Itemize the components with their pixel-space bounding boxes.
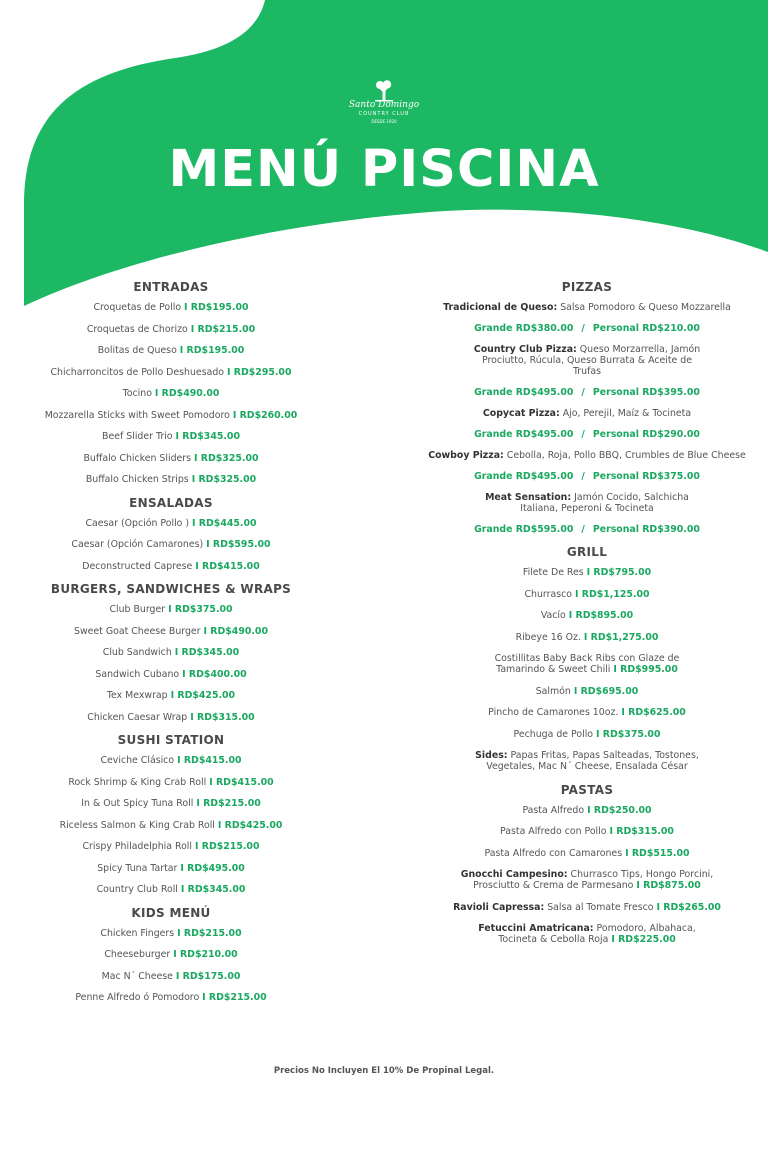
- menu-item: [40, 992, 302, 1003]
- item-name: Beef Slider Trio: [102, 431, 173, 442]
- item-price: I RD$400.00: [182, 668, 247, 680]
- logo-script-text: Santo Domingo: [348, 100, 420, 110]
- item-name: Sandwich Cubano: [95, 668, 180, 680]
- menu-item: [40, 324, 302, 335]
- item-price: I RD$1,125.00: [574, 588, 650, 600]
- item-price: I RD$315.00: [190, 711, 255, 723]
- menu-item: [40, 626, 302, 637]
- logo-club-text: COUNTRY CLUB: [358, 111, 410, 117]
- menu-item: [40, 690, 302, 701]
- pizza-sizes: [410, 471, 764, 482]
- menu-item: [40, 949, 302, 960]
- pasta-name: Fetuccini Amatricana:: [478, 923, 594, 934]
- item-name: Churrasco: [524, 588, 572, 600]
- item-price: I RD$195.00: [179, 345, 245, 356]
- item-name: In & Out Spicy Tuna Roll: [81, 798, 194, 809]
- menu-item: [40, 647, 302, 658]
- item-price: I RD$325.00: [194, 452, 259, 464]
- item-name: Riceless Salmon & King Crab Roll: [59, 819, 215, 831]
- item-name: Ceviche Clásico: [100, 755, 175, 766]
- item-price: I RD$215.00: [190, 323, 256, 335]
- item-name: Filete De Res: [522, 567, 584, 578]
- menu-item: [40, 928, 302, 939]
- section-sushi: [40, 733, 302, 895]
- item-price: I RD$250.00: [587, 804, 652, 816]
- item-price: I RD$315.00: [609, 826, 674, 837]
- pizza-sizes: [410, 323, 764, 334]
- item-price: I RD$215.00: [196, 798, 261, 809]
- item-price: I RD$225.00: [611, 934, 676, 945]
- right-column: [410, 280, 764, 956]
- item-name: Pasta Alfredo con Camarones: [484, 847, 623, 859]
- size-separator: /: [581, 470, 585, 482]
- menu-item: [40, 474, 302, 485]
- size-separator: /: [581, 523, 585, 535]
- item-price: I RD$495.00: [180, 862, 245, 874]
- item-name: Sweet Goat Cheese Burger: [74, 625, 201, 637]
- item-price: I RD$215.00: [177, 927, 242, 939]
- pizza-name: Country Club Pizza:: [473, 344, 577, 355]
- item-price: I RD$415.00: [177, 755, 242, 766]
- item-price: I RD$215.00: [195, 841, 260, 852]
- menu-item: [40, 755, 302, 766]
- item-name: Tocino: [122, 388, 152, 399]
- pizza-description: Cebolla, Roja, Pollo BBQ, Crumbles de Blue Cheese: [506, 450, 746, 461]
- pizza-sizes: [410, 524, 764, 535]
- pizza-item: [410, 492, 764, 514]
- section-burgers: [40, 582, 302, 723]
- pizza-name: Meat Sensation:: [485, 492, 572, 503]
- personal-price: Personal RD$390.00: [592, 523, 700, 535]
- item-name: Mozzarella Sticks with Sweet Pomodoro: [44, 409, 230, 421]
- personal-price: Personal RD$375.00: [592, 470, 700, 482]
- menu-item: [40, 561, 302, 572]
- logo-since-text: DESDE 1920: [371, 119, 397, 124]
- sides-item: [410, 750, 764, 772]
- item-price: I RD$1,275.00: [583, 631, 659, 643]
- item-name: Caesar (Opción Pollo ): [85, 517, 190, 529]
- menu-item: [40, 410, 302, 421]
- section-ensaladas: [40, 496, 302, 572]
- item-name: Club Burger: [109, 604, 166, 615]
- section-title: PASTAS: [560, 782, 614, 797]
- section-title: PIZZAS: [561, 280, 613, 294]
- menu-item: [40, 539, 302, 550]
- item-name: Pincho de Camarones 10oz.: [488, 707, 619, 718]
- pizza-name: Copycat Pizza:: [482, 408, 560, 419]
- menu-item: [410, 805, 764, 816]
- personal-price: Personal RD$210.00: [592, 322, 700, 334]
- pasta-description: Salsa al Tomate Fresco: [547, 901, 654, 913]
- grande-price: Grande RD$595.00: [474, 523, 574, 535]
- pasta-special: [410, 902, 764, 913]
- item-price: I RD$345.00: [174, 647, 240, 658]
- item-name: Deconstructed Caprese: [82, 560, 193, 572]
- pizza-name: Cowboy Pizza:: [428, 450, 504, 461]
- item-price: I RD$795.00: [586, 567, 652, 578]
- section-title: KIDS MENÚ: [131, 905, 211, 920]
- menu-item: [410, 826, 764, 837]
- pizza-name: Tradicional de Queso:: [443, 302, 558, 313]
- item-name: Rock Shrimp & King Crab Roll: [68, 776, 207, 788]
- item-price: I RD$345.00: [175, 431, 240, 442]
- item-name: Chicharroncitos de Pollo Deshuesado: [50, 366, 225, 378]
- item-name: Pasta Alfredo con Pollo: [500, 826, 607, 837]
- item-price: I RD$295.00: [227, 366, 292, 378]
- section-pizzas: [410, 280, 764, 535]
- pasta-description: Churrasco Tips, Hongo Porcini, Prosciutto & Crema de Parmesano: [473, 869, 714, 891]
- menu-item: [40, 798, 302, 809]
- section-title: ENSALADAS: [129, 495, 213, 510]
- section-title: ENTRADAS: [133, 280, 209, 294]
- menu-item: [40, 669, 302, 680]
- menu-item: [40, 367, 302, 378]
- menu-item: [40, 388, 302, 399]
- sides-label: Sides:: [475, 750, 508, 761]
- item-name: Croquetas de Chorizo: [86, 323, 188, 335]
- club-logo: [338, 80, 430, 124]
- grande-price: Grande RD$495.00: [474, 386, 574, 398]
- item-price: I RD$595.00: [206, 539, 271, 550]
- sides-description: Papas Fritas, Papas Salteadas, Tostones, Vegetales, Mac N´ Cheese, Ensalada César: [486, 750, 699, 772]
- item-price: I RD$875.00: [636, 880, 701, 891]
- pasta-name: Gnocchi Campesino:: [460, 869, 568, 880]
- item-name: Pasta Alfredo: [522, 804, 585, 816]
- section-grill: [410, 545, 764, 772]
- pizza-item: [410, 450, 764, 461]
- menu-item: [410, 729, 764, 740]
- item-name: Pechuga de Pollo: [513, 728, 594, 740]
- pasta-description: Pomodoro, Albahaca, Tocineta & Cebolla Roja: [498, 923, 696, 945]
- palm-tree-icon: [371, 80, 397, 102]
- item-name: Crispy Philadelphia Roll: [82, 841, 193, 852]
- pizza-description: Salsa Pomodoro & Queso Mozzarella: [560, 302, 731, 313]
- item-price: I RD$175.00: [175, 970, 241, 982]
- item-name: Salmón: [535, 685, 571, 697]
- item-price: I RD$425.00: [170, 690, 236, 701]
- pizza-item: [410, 302, 764, 313]
- item-price: I RD$490.00: [154, 388, 220, 399]
- menu-item: [40, 777, 302, 788]
- pasta-special: [410, 923, 764, 945]
- menu-item: [40, 971, 302, 982]
- pizza-sizes: [410, 387, 764, 398]
- section-title: BURGERS, SANDWICHES & WRAPS: [50, 582, 292, 596]
- menu-item: [40, 302, 302, 313]
- item-price: I RD$375.00: [168, 604, 233, 615]
- item-price: I RD$415.00: [209, 776, 274, 788]
- item-name: Penne Alfredo ó Pomodoro: [75, 992, 200, 1003]
- section-title: GRILL: [566, 545, 608, 559]
- item-name: Cheeseburger: [104, 949, 171, 960]
- item-price: I RD$195.00: [184, 302, 249, 313]
- menu-item: [410, 707, 764, 718]
- item-name: Country Club Roll: [96, 884, 178, 895]
- menu-item: [410, 653, 764, 675]
- item-price: I RD$695.00: [573, 685, 639, 697]
- item-price: I RD$445.00: [192, 517, 257, 529]
- menu-item: [40, 863, 302, 874]
- item-name: Mac N´ Cheese: [101, 970, 173, 982]
- item-price: I RD$425.00: [217, 819, 283, 831]
- item-price: I RD$215.00: [202, 992, 267, 1003]
- item-name: Costillitas Baby Back Ribs con Glaze de Tamarindo & Sweet Chili: [494, 653, 680, 675]
- item-price: I RD$375.00: [596, 728, 661, 740]
- section-kids: [40, 906, 302, 1004]
- menu-item: [410, 686, 764, 697]
- menu-item: [40, 712, 302, 723]
- pizza-item: [410, 408, 764, 419]
- item-name: Bolitas de Queso: [97, 345, 177, 356]
- item-price: I RD$210.00: [173, 949, 238, 960]
- item-name: Ribeye 16 Oz.: [515, 631, 581, 643]
- item-price: I RD$895.00: [568, 610, 634, 621]
- item-price: I RD$260.00: [232, 409, 298, 421]
- menu-item: [40, 453, 302, 464]
- menu-item: [40, 604, 302, 615]
- item-name: Vacío: [540, 610, 566, 621]
- item-name: Chicken Fingers: [100, 927, 175, 939]
- personal-price: Personal RD$290.00: [592, 428, 700, 440]
- pizza-description: Jamón Cocido, Salchicha Italiana, Peperoni & Tocineta: [520, 492, 689, 514]
- menu-item: [40, 884, 302, 895]
- item-price: I RD$625.00: [621, 707, 686, 718]
- item-price: I RD$490.00: [203, 625, 268, 637]
- pasta-name: Ravioli Capressa:: [453, 901, 545, 913]
- item-name: Buffalo Chicken Sliders: [83, 452, 192, 464]
- menu-item: [410, 848, 764, 859]
- menu-item: [40, 345, 302, 356]
- menu-item: [410, 632, 764, 643]
- pizza-sizes: [410, 429, 764, 440]
- pizza-description: Ajo, Perejil, Maíz & Tocineta: [562, 408, 692, 419]
- menu-item: [40, 518, 302, 529]
- menu-item: [40, 431, 302, 442]
- item-name: Croquetas de Pollo: [93, 302, 182, 313]
- section-entradas: [40, 280, 302, 485]
- menu-item: [40, 841, 302, 852]
- grande-price: Grande RD$380.00: [474, 322, 574, 334]
- size-separator: /: [581, 386, 585, 398]
- item-name: Club Sandwich: [102, 647, 172, 658]
- item-name: Buffalo Chicken Strips: [85, 474, 189, 485]
- pizza-description: Queso Morzarrella, Jamón Prociutto, Rúcula, Queso Burrata & Aceite de Trufas: [481, 344, 701, 377]
- menu-item: [410, 610, 764, 621]
- size-separator: /: [581, 428, 585, 440]
- item-name: Spicy Tuna Tartar: [97, 862, 178, 874]
- item-name: Chicken Caesar Wrap: [87, 711, 188, 723]
- pasta-special: [410, 869, 764, 891]
- section-pastas: [410, 783, 764, 946]
- item-price: I RD$345.00: [180, 884, 246, 895]
- page-title: MENÚ PISCINA: [168, 140, 600, 199]
- item-price: I RD$325.00: [191, 474, 257, 485]
- item-price: I RD$995.00: [613, 664, 678, 675]
- menu-item: [410, 567, 764, 578]
- item-name: Caesar (Opción Camarones): [71, 539, 204, 550]
- menu-item: [40, 820, 302, 831]
- footer-note: Precios No Incluyen El 10% De Propinal Legal.: [273, 1066, 495, 1076]
- personal-price: Personal RD$395.00: [592, 386, 700, 398]
- item-price: I RD$515.00: [625, 847, 690, 859]
- item-name: Tex Mexwrap: [106, 690, 168, 701]
- item-price: I RD$415.00: [195, 560, 260, 572]
- item-price: I RD$265.00: [656, 901, 721, 913]
- grande-price: Grande RD$495.00: [474, 470, 574, 482]
- grande-price: Grande RD$495.00: [474, 428, 574, 440]
- size-separator: /: [581, 322, 585, 334]
- menu-item: [410, 589, 764, 600]
- left-column: [40, 280, 302, 1014]
- section-title: SUSHI STATION: [117, 733, 225, 747]
- pizza-item: [410, 344, 764, 377]
